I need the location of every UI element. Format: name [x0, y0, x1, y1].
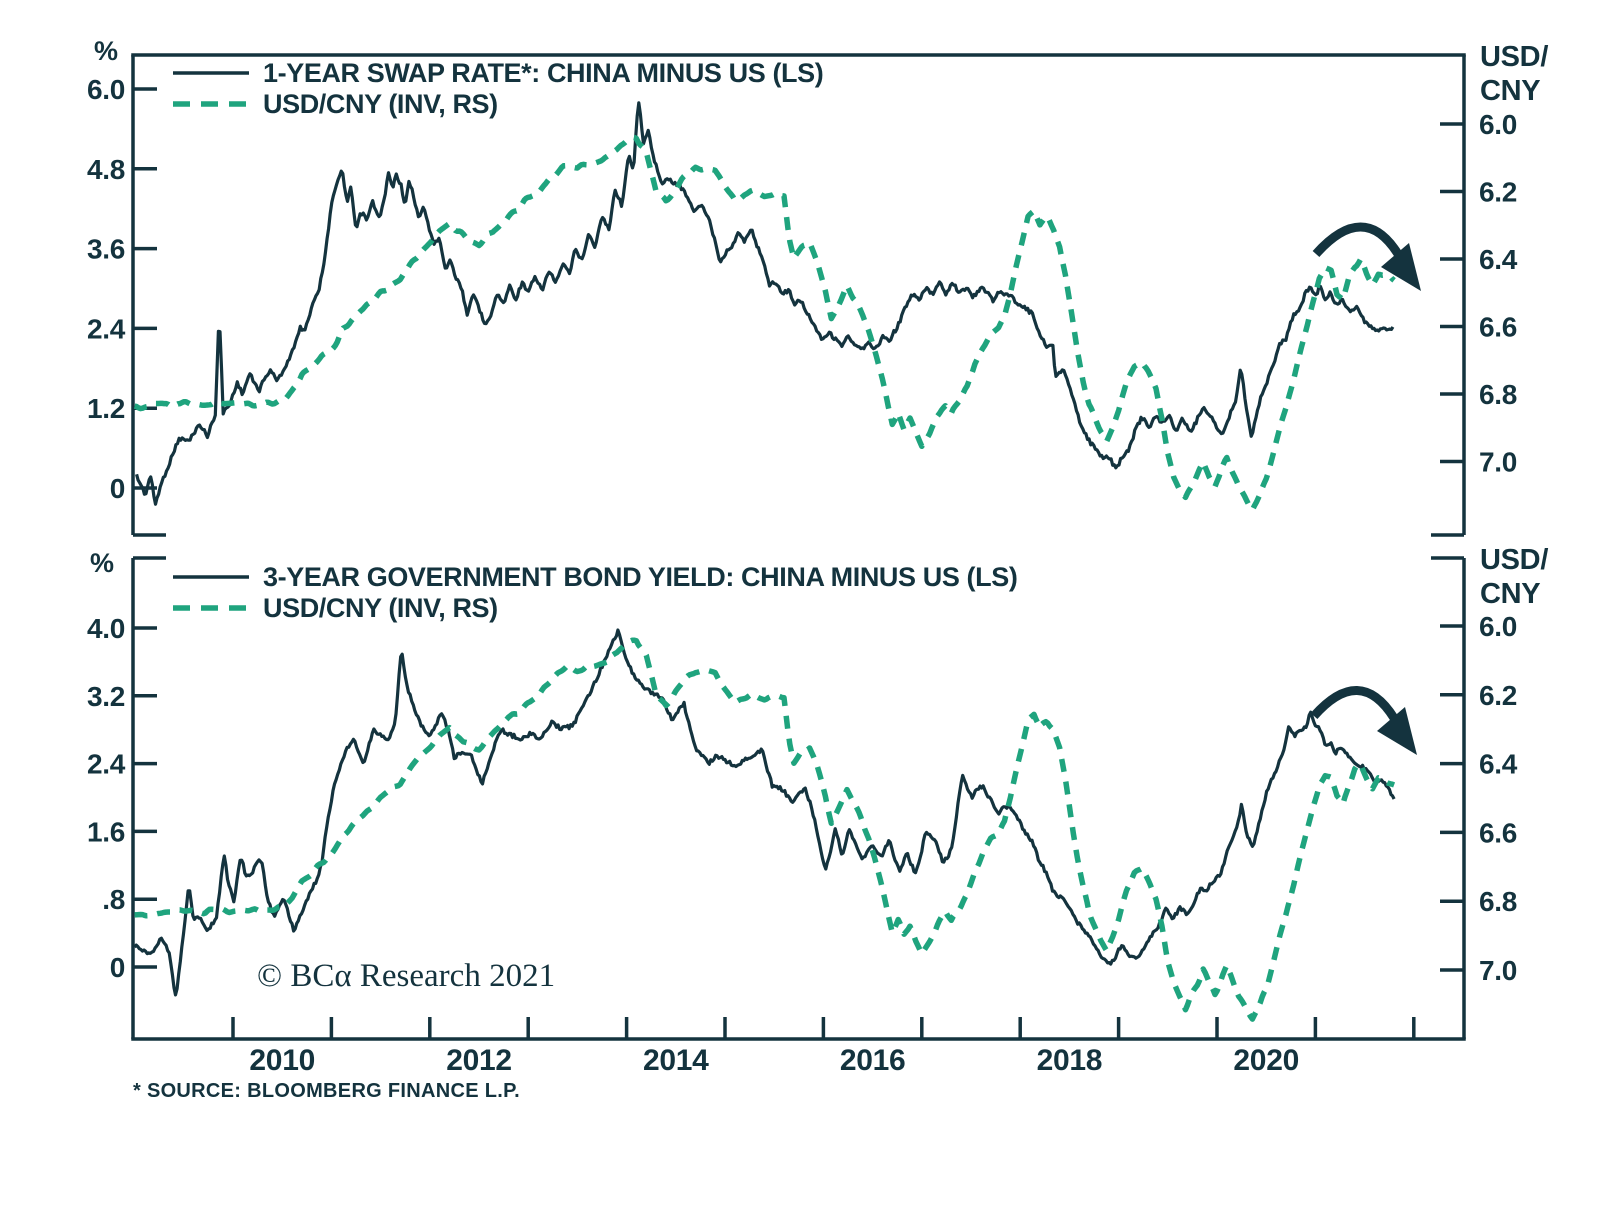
svg-text:.8: .8: [102, 884, 125, 916]
svg-text:0: 0: [109, 473, 125, 504]
legend-label: 1-YEAR SWAP RATE*: CHINA MINUS US (LS): [263, 57, 824, 88]
right-axis-unit-line1: USD/: [1480, 41, 1549, 73]
svg-text:4.8: 4.8: [86, 153, 125, 185]
legend-bottom: [171, 561, 1018, 623]
series-3y-govt-bond-yield-spread: [135, 630, 1395, 995]
legend-item-swap-rate: [171, 57, 824, 88]
svg-text:0: 0: [109, 952, 125, 983]
panel-top: [87, 55, 1518, 535]
svg-text:2012: 2012: [446, 1044, 512, 1077]
svg-text:7.0: 7.0: [1479, 446, 1518, 478]
svg-text:1.6: 1.6: [86, 816, 125, 848]
solid-line-swatch: [171, 68, 251, 78]
trend-arrow-top: [1316, 227, 1421, 291]
svg-text:2014: 2014: [643, 1044, 709, 1077]
right-axis-unit-line2: CNY: [1480, 75, 1541, 107]
svg-text:7.0: 7.0: [1479, 955, 1518, 986]
svg-text:2020: 2020: [1233, 1044, 1299, 1077]
source-note: * SOURCE: BLOOMBERG FINANCE L.P.: [133, 1080, 521, 1102]
svg-text:6.6: 6.6: [1479, 311, 1518, 343]
svg-text:6.2: 6.2: [1479, 679, 1518, 711]
left-axis-unit-top: %: [94, 36, 118, 66]
legend-top: [171, 57, 824, 119]
right-axis-unit-bottom: [1480, 543, 1548, 611]
svg-text:2.4: 2.4: [86, 748, 125, 780]
dashed-line-swatch: [171, 602, 251, 614]
solid-line-swatch: [171, 572, 251, 582]
svg-text:1.2: 1.2: [86, 393, 125, 425]
panel-bottom: [87, 558, 1518, 1077]
legend-label: USD/CNY (INV, RS): [263, 88, 498, 119]
legend-item-bond-yield: [171, 561, 1018, 592]
svg-text:2016: 2016: [839, 1044, 906, 1077]
legend-item-usdcny: [171, 88, 823, 119]
svg-text:3.2: 3.2: [86, 680, 125, 712]
svg-text:3.6: 3.6: [86, 233, 125, 265]
dashed-line-swatch: [171, 98, 251, 110]
svg-text:2018: 2018: [1036, 1044, 1103, 1077]
series-usd-cny-inverted: [135, 137, 1395, 510]
svg-text:4.0: 4.0: [86, 613, 125, 644]
legend-label: USD/CNY (INV, RS): [263, 592, 498, 623]
svg-text:2.4: 2.4: [86, 313, 125, 345]
svg-text:2010: 2010: [249, 1044, 315, 1077]
right-axis-unit-line1: USD/: [1480, 544, 1549, 576]
left-axis-unit-bottom: %: [90, 548, 114, 578]
right-axis-unit-top: [1480, 40, 1548, 108]
legend-item-usdcny: [171, 592, 1017, 623]
series-1y-swap-rate-spread: [137, 103, 1393, 504]
svg-text:6.4: 6.4: [1479, 244, 1518, 275]
legend-label: 3-YEAR GOVERNMENT BOND YIELD: CHINA MINUS US (LS): [263, 561, 1018, 592]
svg-text:6.0: 6.0: [1479, 109, 1518, 140]
svg-text:6.0: 6.0: [1479, 611, 1518, 642]
svg-text:6.2: 6.2: [1479, 176, 1518, 208]
svg-text:6.8: 6.8: [1479, 886, 1518, 918]
svg-text:6.4: 6.4: [1479, 748, 1518, 780]
svg-text:6.6: 6.6: [1479, 817, 1518, 849]
svg-text:6.8: 6.8: [1479, 379, 1518, 410]
right-axis-unit-line2: CNY: [1480, 578, 1541, 610]
copyright-note: © BCα Research 2021: [257, 958, 556, 994]
svg-text:6.0: 6.0: [86, 74, 125, 105]
